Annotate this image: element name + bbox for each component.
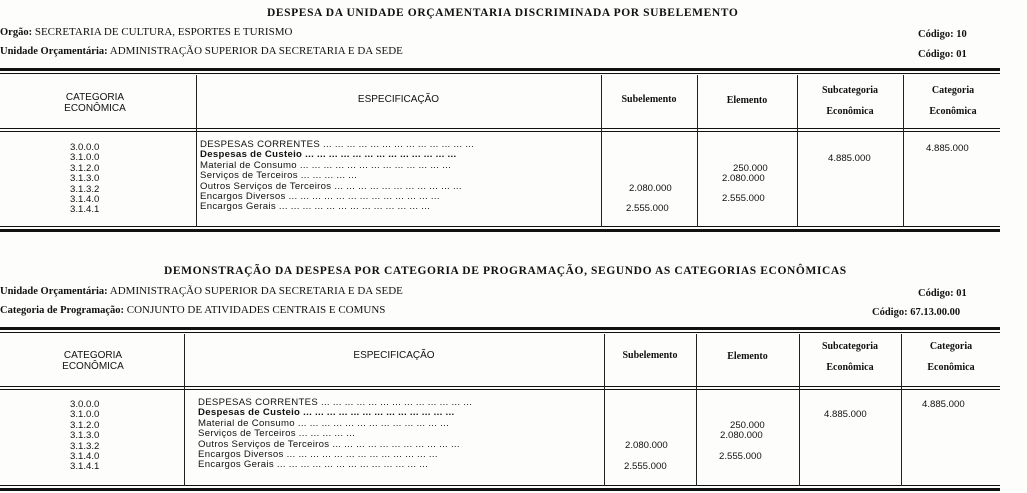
header-categoria-economica: CATEGORIA ECONÔMICA bbox=[62, 350, 124, 372]
table1-top-rule-thin bbox=[0, 73, 1000, 74]
section1-title: DESPESA DA UNIDADE ORÇAMENTARIA DISCRIMINADA POR SUBELEMENTO bbox=[267, 7, 739, 19]
table2-header-rule-thin bbox=[0, 389, 1000, 390]
header-categoria: Categoria Econômica bbox=[929, 85, 977, 117]
unidade-code: Código: 01 bbox=[918, 49, 967, 60]
table2-top-rule bbox=[0, 327, 1000, 330]
header-subelemento: Subelemento bbox=[622, 350, 678, 361]
spec-cell: Material de Consumo ... ... ... ... ... ... ... ... ... ... ... ... ... bbox=[198, 417, 450, 429]
spec-cell: Outros Serviços de Terceiros ... ... ... ... ... ... ... ... ... ... ... bbox=[198, 438, 460, 450]
orgao-line bbox=[0, 26, 292, 38]
code-cell: 3.1.3.2 bbox=[70, 440, 100, 452]
categoria-programacao-code: Código: 67.13.00.00 bbox=[872, 307, 961, 318]
categoria-programacao-label: Categoria de Programação: bbox=[0, 305, 125, 316]
elemento-value: 2.080.000 bbox=[720, 430, 763, 441]
table2-specs bbox=[198, 398, 472, 471]
elemento-value: 2.555.000 bbox=[722, 193, 765, 204]
orgao-value: SECRETARIA DE CULTURA, ESPORTES E TURISMO bbox=[34, 26, 293, 38]
spec-cell: Despesas de Custeio ... ... ... ... ... ... ... ... ... ... ... ... ... bbox=[198, 407, 455, 419]
unidade-line bbox=[0, 45, 403, 57]
spec-cell: Serviços de Terceiros ... ... ... ... ... bbox=[200, 170, 358, 182]
code-cell: 3.1.4.0 bbox=[70, 451, 100, 463]
code-cell: 3.0.0.0 bbox=[70, 399, 100, 410]
header-subcategoria: Subcategoria Econômica bbox=[821, 341, 879, 373]
elemento-value: 2.555.000 bbox=[719, 451, 762, 462]
subcategoria-value: 4.885.000 bbox=[828, 153, 871, 164]
categoria-value: 4.885.000 bbox=[926, 143, 969, 154]
header-subelemento: Subelemento bbox=[621, 94, 677, 105]
table2-codes bbox=[70, 400, 99, 473]
code-cell: 3.1.0.0 bbox=[70, 152, 100, 164]
spec-cell: DESPESAS CORRENTES ... ... ... ... ... ... ... ... ... ... ... ... ... bbox=[198, 397, 473, 408]
table1-header-rule-thin bbox=[0, 131, 1000, 132]
spec-cell: Material de Consumo ... ... ... ... ... ... ... ... ... ... ... ... ... bbox=[200, 159, 452, 171]
categoria-programacao-line bbox=[0, 304, 385, 316]
header-subcategoria: Subcategoria Econômica bbox=[821, 85, 879, 117]
unidade-value: ADMINISTRAÇÃO SUPERIOR DA SECRETARIA E DA SEDE bbox=[109, 45, 403, 57]
table1-bottom-rule-thin bbox=[0, 226, 1000, 227]
orgao-code: Código: 10 bbox=[918, 29, 967, 40]
spec-cell: DESPESAS CORRENTES ... ... ... ... ... ... ... ... ... ... ... ... ... bbox=[200, 139, 475, 150]
spec-cell: Encargos Gerais ... ... ... ... ... ... ... ... ... ... ... ... ... bbox=[198, 459, 429, 471]
subelemento-value: 2.080.000 bbox=[625, 440, 668, 451]
section2-title: DEMONSTRAÇÃO DA DESPESA POR CATEGORIA DE PROGRAMAÇÃO, SEGUNDO AS CATEGORIAS ECONÔMICAS bbox=[164, 265, 847, 277]
categoria-value: 4.885.000 bbox=[922, 399, 965, 410]
table1-top-rule bbox=[0, 68, 1000, 71]
table2-top-rule-thin bbox=[0, 332, 1000, 333]
unidade2-code: Código: 01 bbox=[918, 288, 967, 299]
unidade2-line bbox=[0, 285, 403, 297]
code-cell: 3.1.3.2 bbox=[70, 183, 100, 195]
code-cell: 3.1.4.1 bbox=[70, 204, 100, 216]
code-cell: 3.1.4.0 bbox=[70, 194, 100, 206]
header-elemento: Elemento bbox=[726, 95, 768, 106]
spec-cell: Encargos Diversos ... ... ... ... ... ... ... ... ... ... ... ... ... bbox=[200, 191, 440, 203]
table2-bottom-rule bbox=[0, 488, 1000, 491]
subelemento-value: 2.555.000 bbox=[626, 203, 669, 214]
spec-cell: Serviços de Terceiros ... ... ... ... ... bbox=[198, 428, 356, 440]
elemento-value: 250.000 bbox=[730, 420, 765, 431]
header-categoria-economica: CATEGORIA ECONÔMICA bbox=[64, 92, 126, 114]
orgao-label: Orgão: bbox=[0, 27, 33, 38]
table1-bottom-rule bbox=[0, 229, 1000, 232]
header-especificacao: ESPECIFICAÇÃO bbox=[357, 94, 440, 105]
categoria-programacao-value: CONJUNTO DE ATIVIDADES CENTRAIS E COMUNS bbox=[126, 304, 386, 316]
code-cell: 3.1.4.1 bbox=[70, 461, 100, 473]
spec-cell: Encargos Diversos ... ... ... ... ... ... ... ... ... ... ... ... ... bbox=[198, 449, 438, 461]
spec-cell: Outros Serviços de Terceiros ... ... ... ... ... ... ... ... ... ... ... bbox=[200, 180, 462, 192]
table1-header-rule bbox=[0, 128, 1000, 129]
subelemento-value: 2.080.000 bbox=[629, 183, 672, 194]
code-cell: 3.1.2.0 bbox=[70, 419, 100, 431]
table2-header-rule bbox=[0, 386, 1000, 387]
code-cell: 3.1.3.0 bbox=[70, 430, 100, 442]
table1-specs bbox=[200, 140, 474, 213]
elemento-value: 250.000 bbox=[733, 163, 768, 174]
code-cell: 3.1.3.0 bbox=[70, 173, 100, 185]
header-especificacao: ESPECIFICAÇÃO bbox=[353, 350, 435, 361]
subcategoria-value: 4.885.000 bbox=[824, 409, 867, 420]
unidade2-label: Unidade Orçamentária: bbox=[0, 286, 108, 297]
header-elemento: Elemento bbox=[727, 351, 768, 362]
unidade-label: Unidade Orçamentária: bbox=[0, 46, 108, 57]
code-cell: 3.0.0.0 bbox=[70, 142, 100, 153]
header-categoria: Categoria Econômica bbox=[927, 341, 975, 373]
table1-codes bbox=[70, 143, 99, 216]
spec-cell: Encargos Gerais ... ... ... ... ... ... ... ... ... ... ... ... ... bbox=[200, 201, 431, 213]
unidade2-value: ADMINISTRAÇÃO SUPERIOR DA SECRETARIA E DA SEDE bbox=[109, 285, 403, 297]
spec-cell: Despesas de Custeio ... ... ... ... ... ... ... ... ... ... ... ... ... bbox=[200, 149, 457, 161]
code-cell: 3.1.2.0 bbox=[70, 162, 100, 174]
elemento-value: 2.080.000 bbox=[722, 173, 765, 184]
code-cell: 3.1.0.0 bbox=[70, 409, 100, 421]
table2-bottom-rule-thin bbox=[0, 485, 1000, 486]
subelemento-value: 2.555.000 bbox=[624, 461, 667, 472]
